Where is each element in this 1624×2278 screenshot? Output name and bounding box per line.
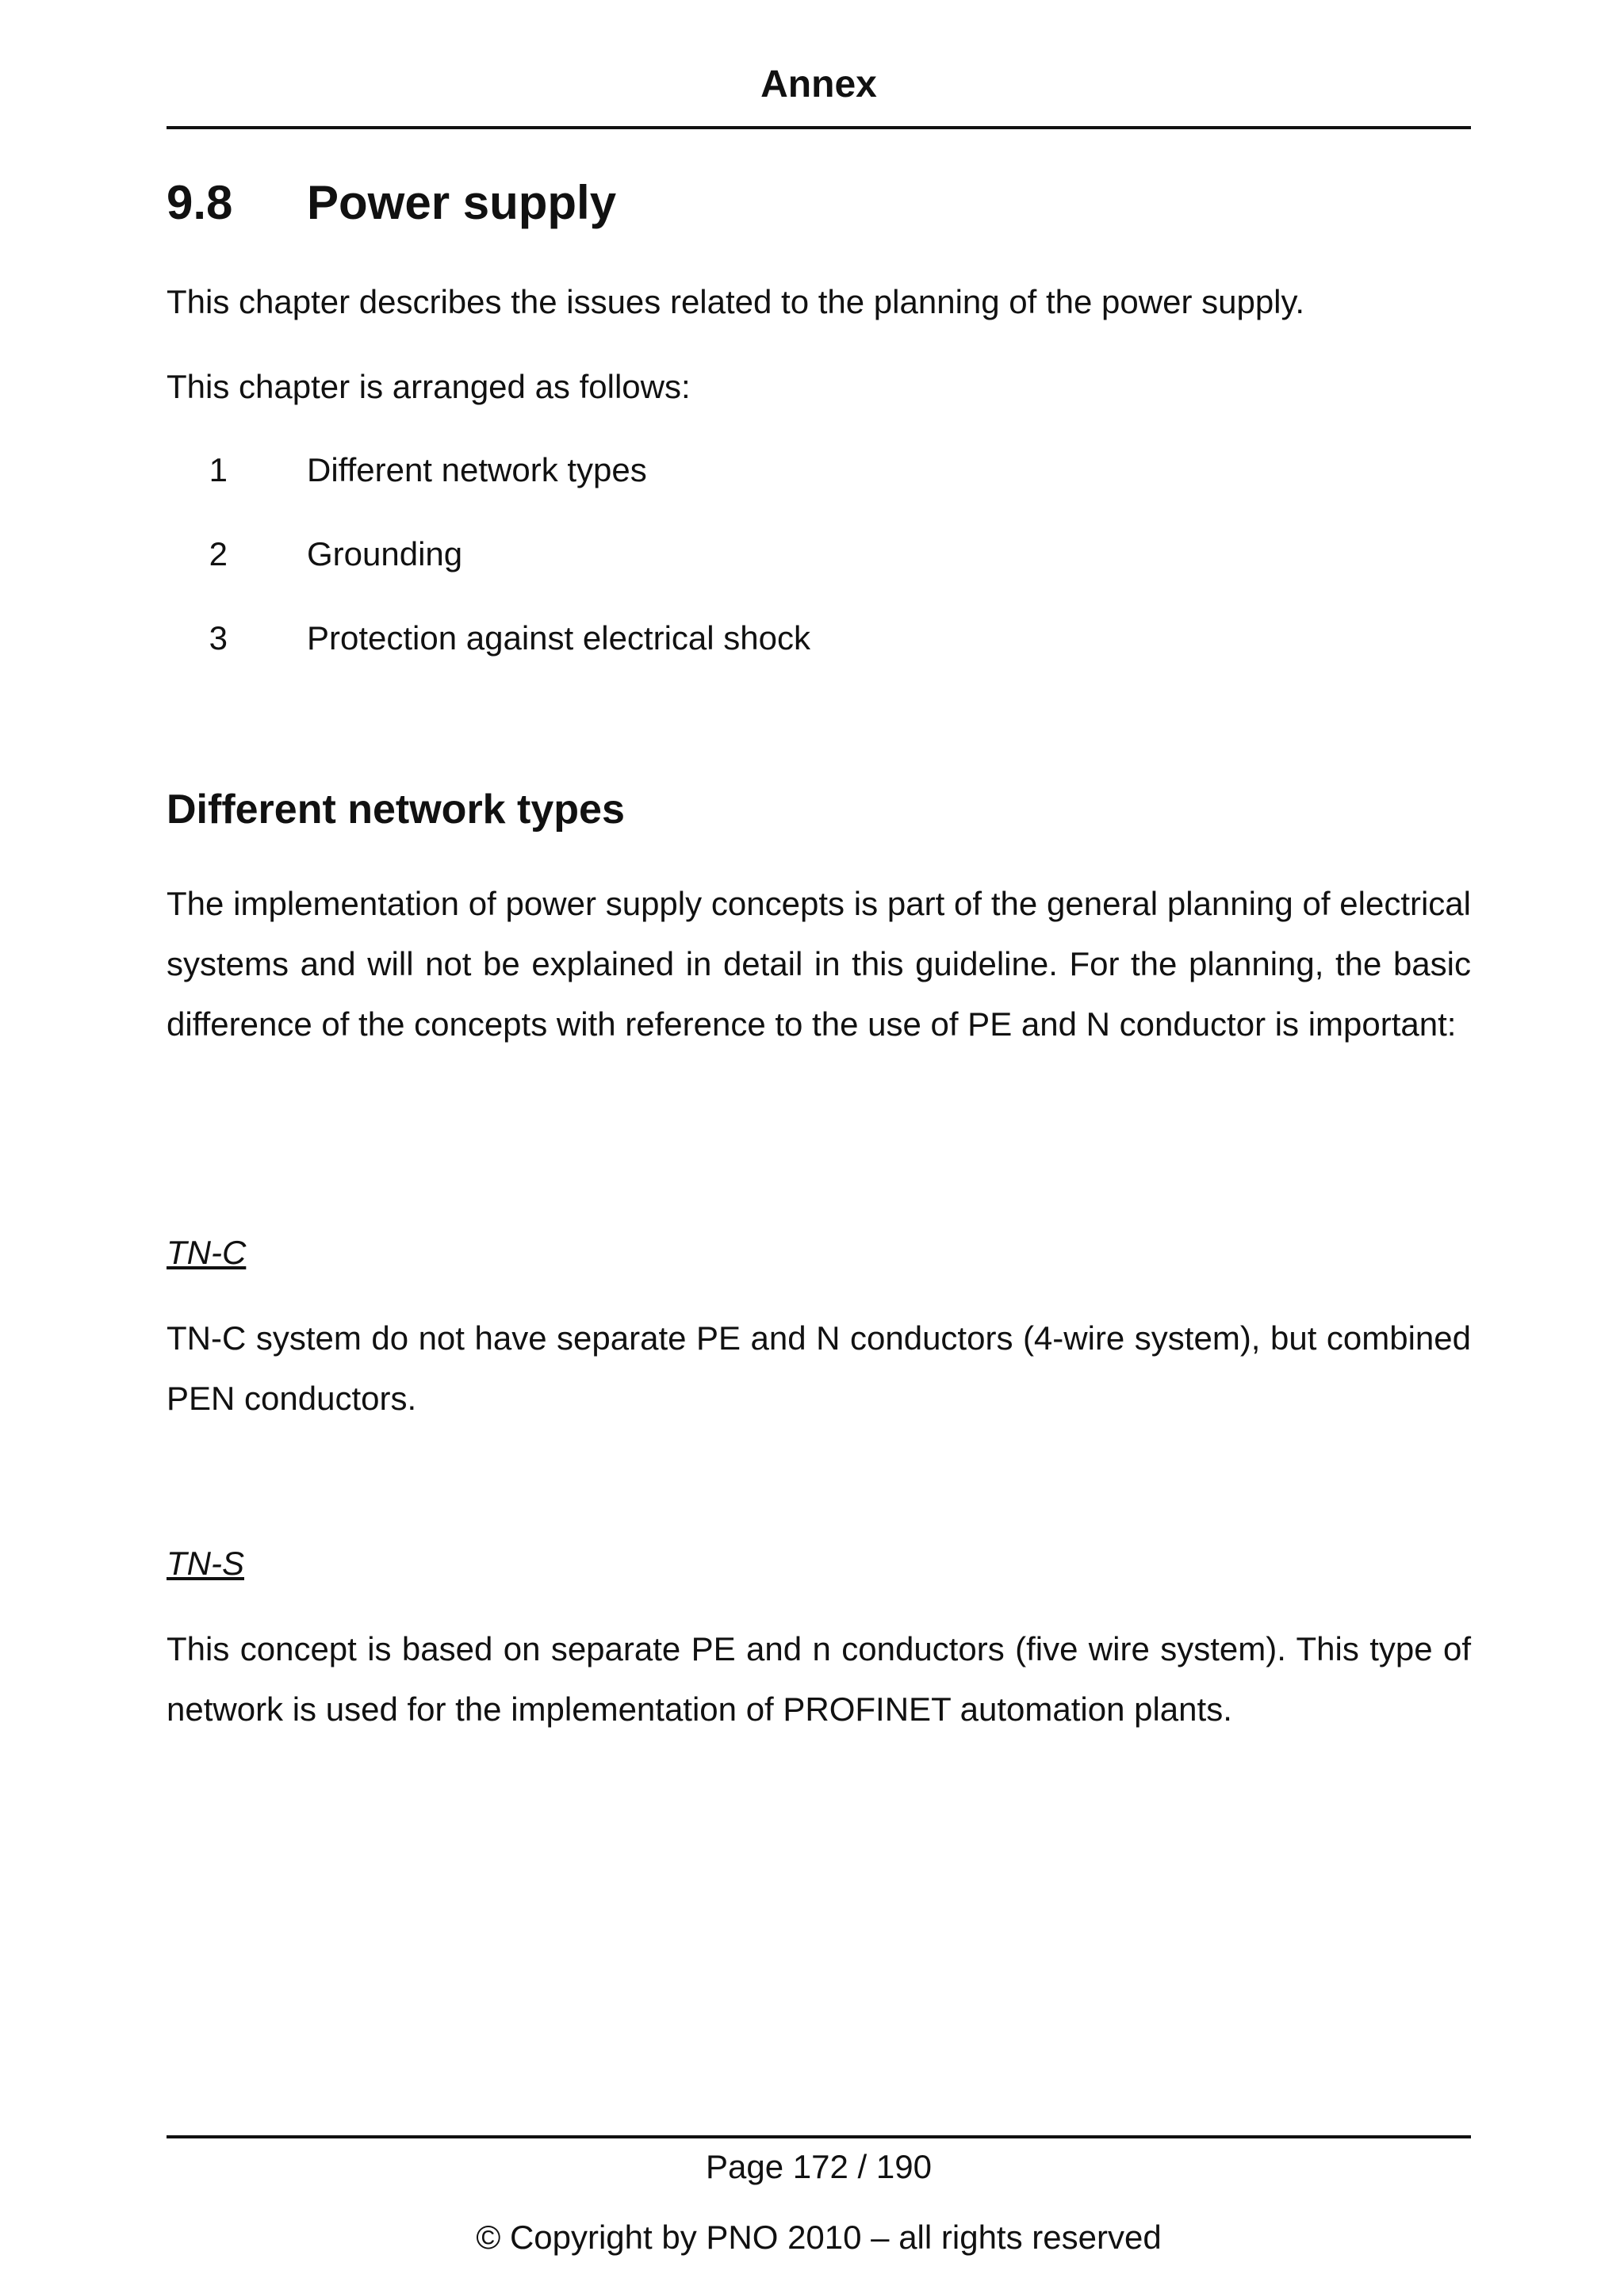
running-header: Annex [760,63,877,105]
list-item [167,618,810,658]
list-item [167,534,462,574]
tn-s-paragraph: This concept is based on separate PE and n conductors (five wire system). This type of network is used for the implementation of PROFINET automation plants. [167,1630,1471,1728]
section-heading [167,174,616,232]
list-text: Different network types [307,451,647,488]
footer-rule [167,2135,1471,2138]
section-title: Power supply [307,176,617,229]
arrangement-paragraph: This chapter is arranged as follows: [167,368,691,405]
list-item [167,450,647,490]
network-types-paragraph: The implementation of power supply concepts is part of the general planning of electrical systems and will not be explained in detail in this guideline. For the planning, the basic difference of the concepts with reference to the use of PE and N conductor is important: [167,885,1471,1043]
subsection-heading: Different network types [167,787,625,833]
term-tn-c: TN-C [167,1234,247,1271]
list-text: Grounding [307,535,463,572]
list-number: 2 [209,535,228,572]
list-number: 1 [209,451,228,488]
copyright-notice: © Copyright by PNO 2010 – all rights reserved [476,2219,1162,2256]
page-number: Page 172 / 190 [706,2148,932,2185]
section-number: 9.8 [167,176,233,229]
intro-paragraph: This chapter describes the issues related to the planning of the power supply. [167,283,1305,320]
list-text: Protection against electrical shock [307,619,810,657]
tn-c-paragraph: TN-C system do not have separate PE and N conductors (4-wire system), but combined PEN conductors. [167,1319,1471,1417]
header-rule [167,126,1471,129]
term-tn-s: TN-S [167,1545,244,1582]
list-number: 3 [209,619,228,657]
